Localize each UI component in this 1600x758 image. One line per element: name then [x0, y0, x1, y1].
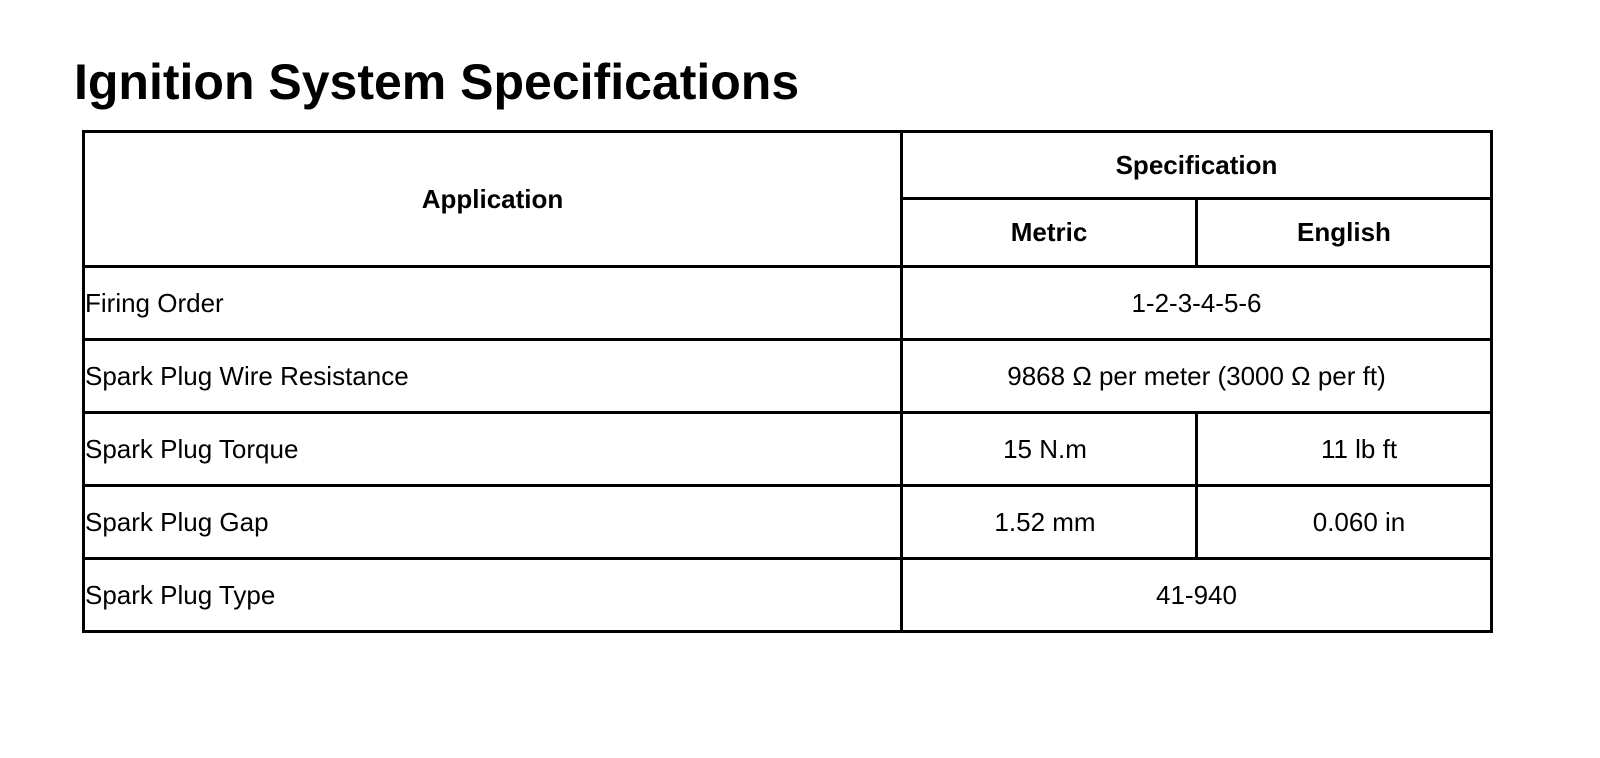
- metric-value-cell: 15 N.m: [902, 413, 1197, 486]
- application-cell: Spark Plug Wire Resistance: [84, 340, 902, 413]
- application-column-header: Application: [84, 132, 902, 267]
- table-row: [84, 340, 1492, 413]
- english-value-cell: 0.060 in: [1197, 486, 1492, 559]
- english-value-cell: 11 lb ft: [1197, 413, 1492, 486]
- table-body: [84, 267, 1492, 632]
- table-row: [84, 413, 1492, 486]
- application-cell: Spark Plug Torque: [84, 413, 902, 486]
- application-cell: Spark Plug Gap: [84, 486, 902, 559]
- table-header: [84, 132, 1492, 267]
- metric-value-cell: 1.52 mm: [902, 486, 1197, 559]
- ignition-spec-table: [82, 130, 1493, 633]
- specification-cell: 41-940: [902, 559, 1492, 632]
- english-column-header: English: [1197, 199, 1492, 267]
- specification-cell: 9868 Ω per meter (3000 Ω per ft): [902, 340, 1492, 413]
- page-title: Ignition System Specifications: [74, 54, 800, 110]
- specification-cell: 1-2-3-4-5-6: [902, 267, 1492, 340]
- application-cell: Spark Plug Type: [84, 559, 902, 632]
- table-row: [84, 486, 1492, 559]
- table-row: [84, 267, 1492, 340]
- specification-column-header: Specification: [902, 132, 1492, 199]
- application-cell: Firing Order: [84, 267, 902, 340]
- header-row-top: [84, 132, 1492, 199]
- table-row: [84, 559, 1492, 632]
- metric-column-header: Metric: [902, 199, 1197, 267]
